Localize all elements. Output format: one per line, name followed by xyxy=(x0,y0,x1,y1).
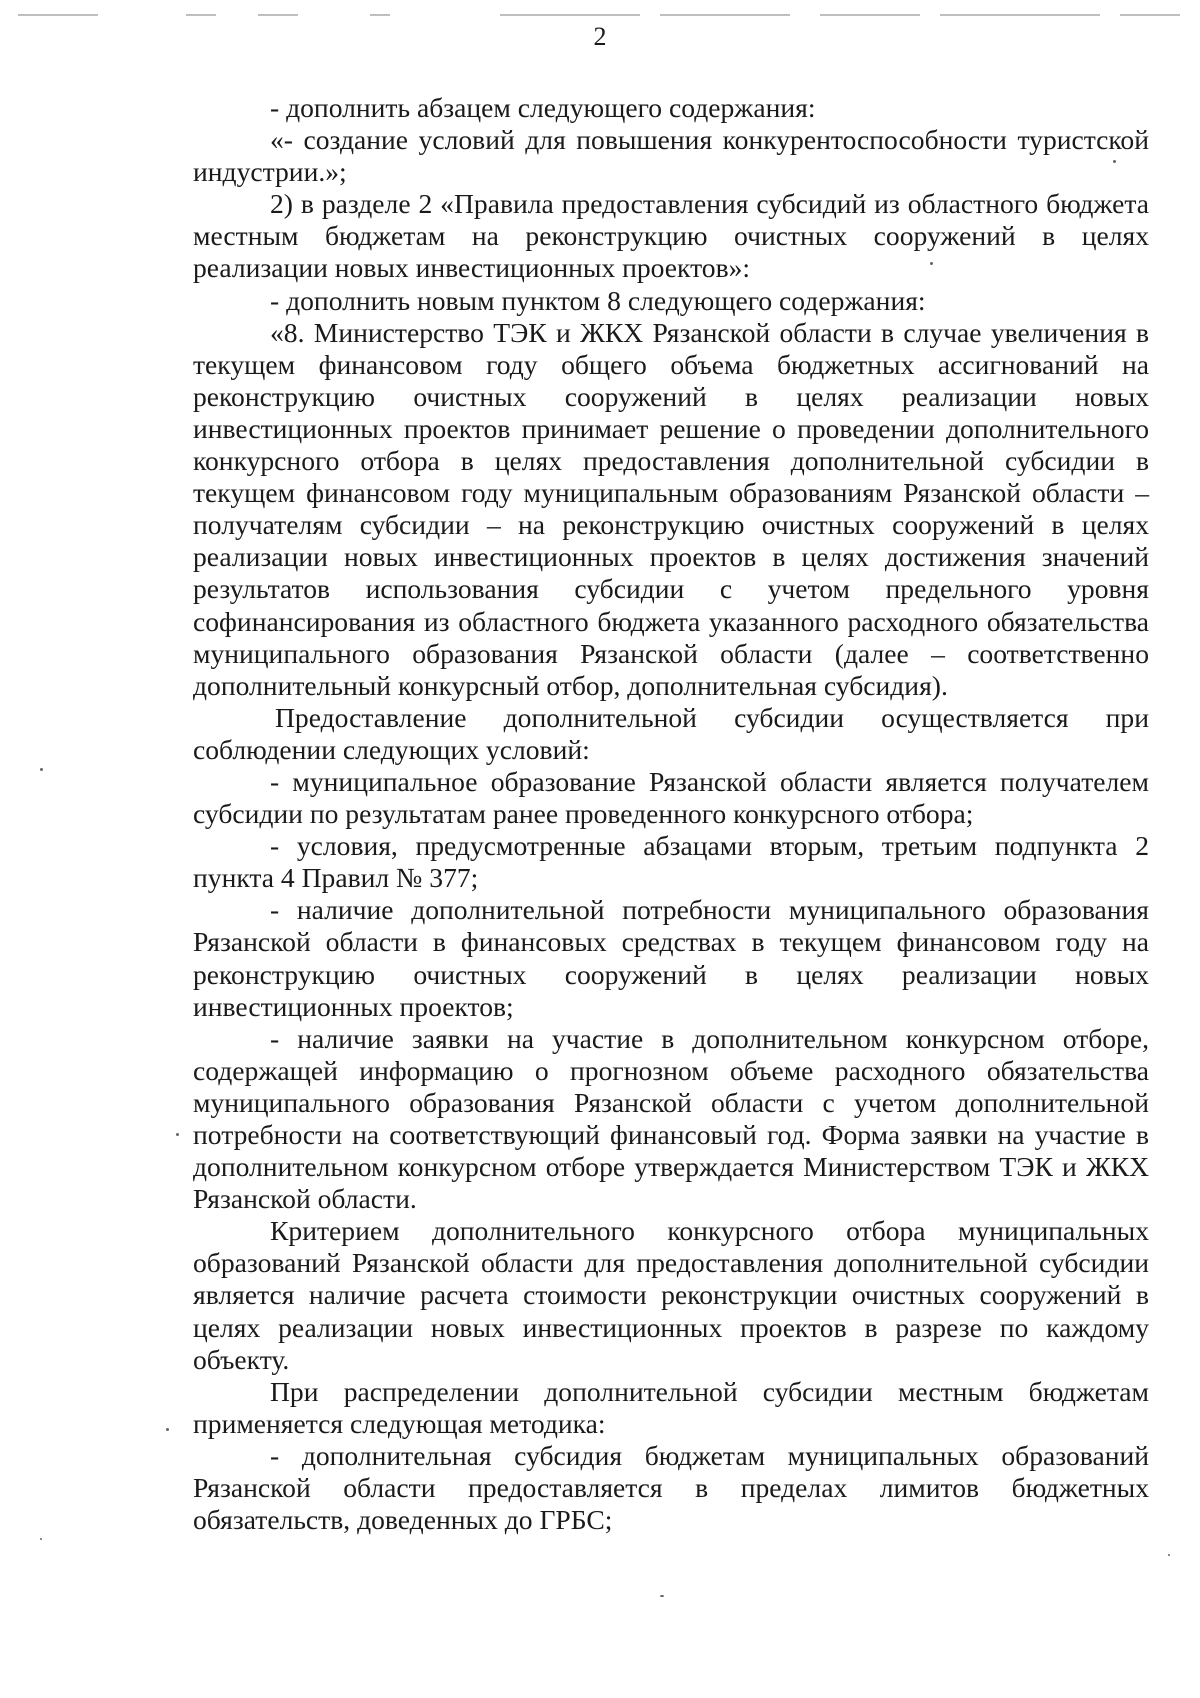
paragraph: Предоставление дополнительной субсидии осуществляется при соблюдении следующих условий: xyxy=(193,701,1149,765)
page-number: 2 xyxy=(593,22,607,51)
paragraph: 2) в разделе 2 «Правила предоставления субсидий из областного бюджета местным бюджетам на реконструкцию очистных сооружений в целях реализации новых инвестиционных проектов»: xyxy=(193,188,1149,284)
paragraph: - дополнить новым пунктом 8 следующего содержания: xyxy=(270,284,926,316)
paragraph: - дополнить абзацем следующего содержания: xyxy=(270,92,816,123)
paragraph: «8. Министерство ТЭК и ЖКХ Рязанской области в случае увеличения в текущем финансовом году общего объема бюджетных ассигнований на реконструкцию очистных сооружений в целях реализации новых инвестиционных проектов принимает решение о проведении дополнительного конкурсного отбора в целях предоставления дополнительной субсидии в текущем финансовом году муниципальным образованиям Рязанской области – получателям субсидии – на реконструкцию очистных сооружений в целях реализации новых инвестиционных проектов в целях достижения значений результатов использования субсидии с учетом предельного уровня софинансирования из областного бюджета указанного расходного обязательства муниципального образования Рязанской области (далее – соответственно дополнительный конкурсный отбор, дополнительная субсидия). xyxy=(193,316,1149,701)
scan-speck xyxy=(40,768,43,771)
paragraph: «- создание условий для повышения конкурентоспособности туристской индустрии.»; xyxy=(193,124,1149,188)
scan-speck xyxy=(176,1133,179,1136)
scan-speck xyxy=(40,1538,42,1540)
scan-speck xyxy=(1168,1554,1170,1556)
paragraph: - наличие дополнительной потребности муниципального образования Рязанской области в финансовых средствах в текущем финансовом году на реконструкцию очистных сооружений в целях реализации новых инвестиционных проектов; xyxy=(193,894,1149,1022)
document-body xyxy=(193,92,1149,1536)
paragraph: - дополнительная субсидия бюджетам муниципальных образований Рязанской области предоставляется в пределах лимитов бюджетных обязательств, доведенных до ГРБС; xyxy=(193,1439,1149,1536)
scan-speck xyxy=(930,262,933,265)
paragraph: При распределении дополнительной субсидии местным бюджетам применяется следующая методика: xyxy=(193,1375,1149,1439)
paragraph: Критерием дополнительного конкурсного отбора муниципальных образований Рязанской области для предоставления дополнительной субсидии является наличие расчета стоимости реконструкции очистных сооружений в целях реализации новых инвестиционных проектов в разрезе по каждому объекту. xyxy=(193,1215,1149,1375)
scan-speck xyxy=(1113,160,1116,163)
paragraph: - условия, предусмотренные абзацами вторым, третьим подпункта 2 пункта 4 Правил № 377; xyxy=(193,830,1149,894)
paragraph: - наличие заявки на участие в дополнительном конкурсном отборе, содержащей информацию о прогнозном объеме расходного обязательства муниципального образования Рязанской области с учетом дополнительной потребности на соответствующий финансовый год. Форма заявки на участие в дополнительном конкурсном отборе утверждается Министерством ТЭК и ЖКХ Рязанской области. xyxy=(193,1022,1149,1215)
scan-speck xyxy=(166,1428,169,1431)
scan-speck xyxy=(660,1595,664,1597)
paragraph: - муниципальное образование Рязанской области является получателем субсидии по результатам ранее проведенного конкурсного отбора; xyxy=(193,765,1149,830)
